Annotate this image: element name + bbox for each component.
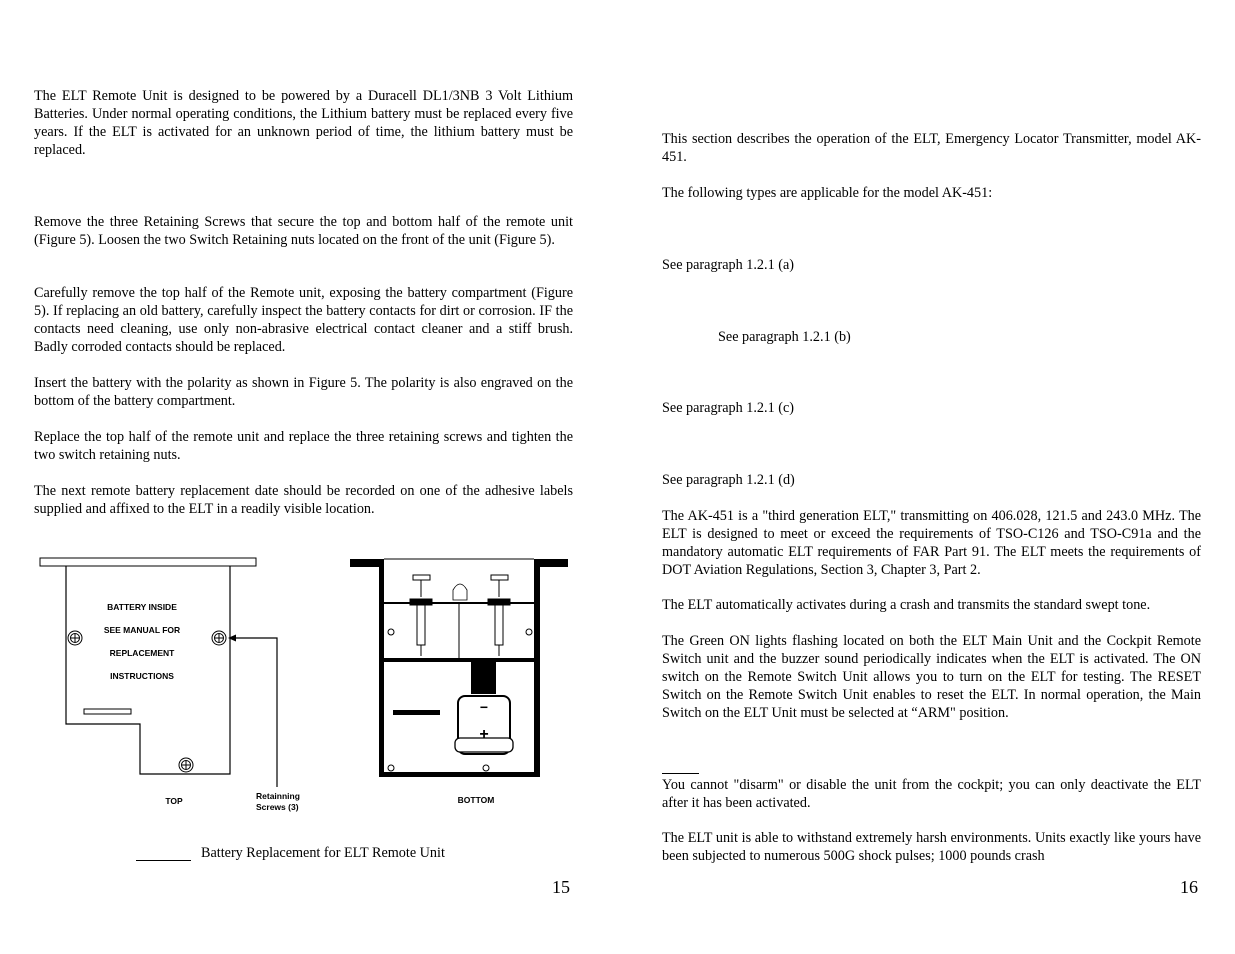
label-line-2: SEE MANUAL FOR <box>103 625 181 635</box>
types-intro: The following types are applicable for the model AK-451: <box>662 185 993 201</box>
right-page <box>662 0 1201 954</box>
screws-label-1: Retainning <box>256 791 300 801</box>
figure-number-rule <box>136 860 191 861</box>
arrowhead <box>228 635 236 642</box>
ref-d: See paragraph 1.2.1 (d) <box>662 472 795 488</box>
left-page <box>34 0 573 954</box>
figure-caption: Battery Replacement for ELT Remote Unit <box>201 845 445 861</box>
label-line-3: REPLACEMENT <box>109 648 175 658</box>
switch-left <box>410 575 432 656</box>
remove-screws-paragraph: Remove the three Retaining Screws that secure the top and bottom half of the remote unit (Figure 5). Loosen the two Switch Retaining nuts located on the front of the unit (Figure 5). <box>34 214 573 248</box>
page-number: 16 <box>1180 877 1198 897</box>
ref-b: See paragraph 1.2.1 (b) <box>718 329 851 345</box>
label-line-4: INSTRUCTIONS <box>110 671 174 681</box>
record-date-paragraph: The next remote battery replacement date should be recorded on one of the adhesive labels supplied and affixed to the ELT in a readily visible location. <box>34 483 573 517</box>
top-rim <box>40 558 256 566</box>
note-rule <box>662 773 699 774</box>
ref-a: See paragraph 1.2.1 (a) <box>662 257 794 273</box>
disarm-note-paragraph: You cannot "disarm" or disable the unit from the cockpit; you can only deactivate the ELT after it has been activated. <box>662 777 1201 811</box>
description-paragraph: The AK-451 is a "third generation ELT," transmitting on 406.028, 121.5 and 243.0 MHz. The ELT is designed to meet or exceed the requirements of TSO-C126 and TSO-C91a and the mandatory automatic ELT requirements of FAR Part 91. The ELT meets the requirements of DOT Aviation Regulations, Section 3, Chapter 3, Part 2. <box>662 508 1201 578</box>
indicator-paragraph: The Green ON lights flashing located on both the ELT Main Unit and the Cockpit Remote Switch unit and the buzzer sound periodically indicates when the ELT is activated. The ON switch on the Remote Switch Unit allows you to turn on the ELT for testing. The RESET Switch on the Remote Switch Unit enables to reset the ELT. In normal operation, the Main Switch on the ELT Unit must be selected at “ARM" position. <box>662 633 1201 721</box>
bottom-label: BOTTOM <box>457 795 495 805</box>
plus-sign: + <box>479 726 489 743</box>
battery-icon <box>455 662 513 754</box>
ref-c: See paragraph 1.2.1 (c) <box>662 400 794 416</box>
activation-paragraph: The ELT automatically activates during a crash and transmits the standard swept tone. <box>662 597 1151 613</box>
screw-icon <box>179 758 193 772</box>
top-label: TOP <box>165 796 183 806</box>
screw-icon <box>212 631 226 645</box>
screw-icon <box>68 631 82 645</box>
screws-label-2: Screws (3) <box>256 802 299 812</box>
callout-arrow <box>230 638 277 787</box>
battery-replacement-figure <box>34 550 579 820</box>
section-intro-paragraph: This section describes the operation of the ELT, Emergency Locator Transmitter, model AK-451. <box>662 131 1201 165</box>
replace-top-paragraph: Replace the top half of the remote unit and replace the three retaining screws and tighten the two switch retaining nuts. <box>34 429 573 463</box>
switch-right <box>488 575 510 656</box>
top-cover-outline <box>66 566 230 774</box>
battery-intro-paragraph: The ELT Remote Unit is designed to be powered by a Duracell DL1/3NB 3 Volt Lithium Batteries. Under normal operating conditions, the Lithium battery must be replaced every five years. If the ELT is activated for an unknown period of time, the lithium battery must be replaced. <box>34 88 573 158</box>
label-line-1: BATTERY INSIDE <box>107 602 177 612</box>
minus-sign: − <box>479 699 489 715</box>
indicator-lamp <box>453 584 467 600</box>
insert-battery-paragraph: Insert the battery with the polarity as shown in Figure 5. The polarity is also engraved on the bottom of the battery compartment. <box>34 375 573 409</box>
environment-paragraph: The ELT unit is able to withstand extremely harsh environments. Units exactly like yours have been subjected to numerous 500G shock pulses; 1000 pounds crash <box>662 830 1201 864</box>
battery-slot <box>393 710 440 715</box>
remove-top-half-paragraph: Carefully remove the top half of the Remote unit, exposing the battery compartment (Figure 5). If replacing an old battery, carefully inspect the battery contacts for dirt or corrosion. IF the contacts need cleaning, use only non-abrasive electrical contact cleaner and a stiff brush. Badly corroded contacts should be replaced. <box>34 285 573 355</box>
page-number: 15 <box>552 877 570 897</box>
label-slot <box>84 709 131 714</box>
